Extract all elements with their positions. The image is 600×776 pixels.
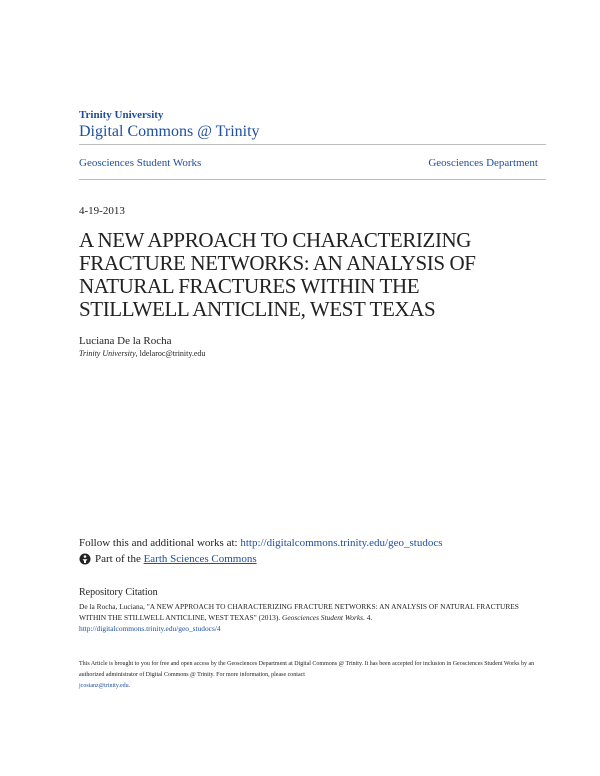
partof-prefix: Part of the [95,553,141,565]
citation-url-link[interactable]: http://digitalcommons.trinity.edu/geo_studocs/4 [79,624,221,633]
nav-divider [79,179,546,180]
collection-link[interactable]: Geosciences Student Works [79,157,202,169]
title-line: A NEW APPROACH TO CHARACTERIZING [79,228,472,252]
institution-name[interactable]: Trinity University [79,109,164,121]
earth-sciences-commons-link[interactable]: Earth Sciences Commons [143,553,257,565]
title-line: NATURAL FRACTURES WITHIN THE [79,274,420,298]
person-arrow-icon [79,553,91,565]
contact-end: . [128,683,131,689]
follow-url-link[interactable]: http://digitalcommons.trinity.edu/geo_studocs [240,537,443,549]
top-divider [79,144,546,145]
citation-series: Geosciences Student Works [282,613,364,622]
follow-line [79,537,443,549]
publication-date: 4-19-2013 [79,205,125,217]
citation-body: De la Rocha, Luciana, "A NEW APPROACH TO CHARACTERIZING FRACTURE NETWORKS: AN ANALYSIS OF NATURAL FRACTURES WITHIN THE STILLWELL ANTICLINE, WEST TEXAS" (2013). [79,602,519,622]
repository-citation-heading: Repository Citation [79,587,158,598]
contact-email-link[interactable]: jcostanz@trinity.edu [79,683,129,689]
part-of-line [79,553,257,565]
title-line: FRACTURE NETWORKS: AN ANALYSIS OF [79,251,476,275]
institution-header [79,109,260,142]
access-notice [79,659,544,692]
access-notice-text: This Article is brought to you for free and open access by the Geosciences Department at Digital Commons @ Trinity. It has been accepted for inclusion in Geosciences Student Works by an authorized administrator of Digital Commons @ Trinity. For more information, please contact [79,661,535,678]
title-line: STILLWELL ANTICLINE, WEST TEXAS [79,297,436,321]
repository-name[interactable]: Digital Commons @ Trinity [79,123,260,140]
follow-prefix: Follow this and additional works at: [79,537,241,549]
affiliation-org: Trinity University [79,349,136,358]
department-link[interactable]: Geosciences Department [428,157,538,169]
author-affiliation [79,349,205,358]
author-name: Luciana De la Rocha [79,335,172,347]
citation-text [79,601,544,634]
document-title [79,229,539,321]
affiliation-email: , ldelaroc@trinity.edu [135,349,206,358]
citation-number: . 4. [363,613,373,622]
